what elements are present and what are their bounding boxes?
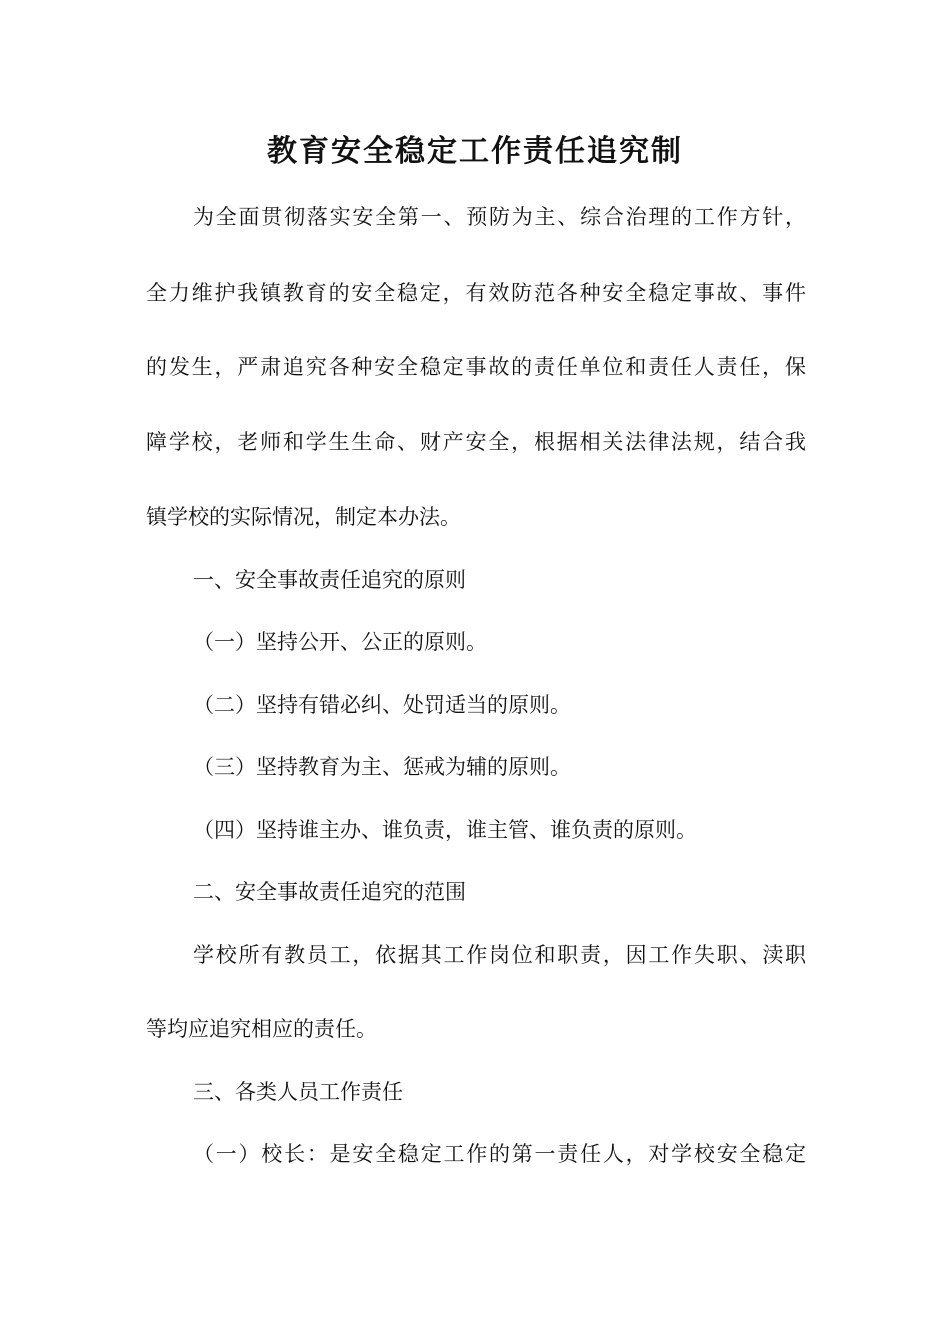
paragraph-line: 学校所有教员工，依据其工作岗位和职责，因工作失职、渎职 [193, 943, 806, 967]
document-title: 教育安全稳定工作责任追究制 [267, 134, 683, 169]
paragraph-line: 全力维护我镇教育的安全稳定，有效防范各种安全稳定事故、事件 [146, 281, 806, 305]
paragraph-line: 障学校，老师和学生生命、财产安全，根据相关法律法规，结合我 [146, 430, 806, 454]
list-item: （一）坚持公开、公正的原则。 [193, 630, 487, 654]
list-item: （四）坚持谁主办、谁负责，谁主管、谁负责的原则。 [193, 818, 697, 842]
paragraph-line: 镇学校的实际情况，制定本办法。 [146, 505, 461, 529]
section-heading: 二、安全事故责任追究的范围 [193, 880, 466, 904]
section-heading: 三、各类人员工作责任 [193, 1080, 403, 1104]
list-item: （三）坚持教育为主、惩戒为辅的原则。 [193, 755, 571, 779]
paragraph-line: 等均应追究相应的责任。 [146, 1017, 377, 1041]
paragraph-line: （一）校长：是安全稳定工作的第一责任人，对学校安全稳定 [193, 1142, 806, 1166]
paragraph-line: 为全面贯彻落实安全第一、预防为主、综合治理的工作方针， [193, 205, 806, 229]
list-item: （二）坚持有错必纠、处罚适当的原则。 [193, 693, 571, 717]
paragraph-line: 的发生，严肃追究各种安全稳定事故的责任单位和责任人责任，保 [146, 355, 806, 379]
section-heading: 一、安全事故责任追究的原则 [193, 568, 466, 592]
